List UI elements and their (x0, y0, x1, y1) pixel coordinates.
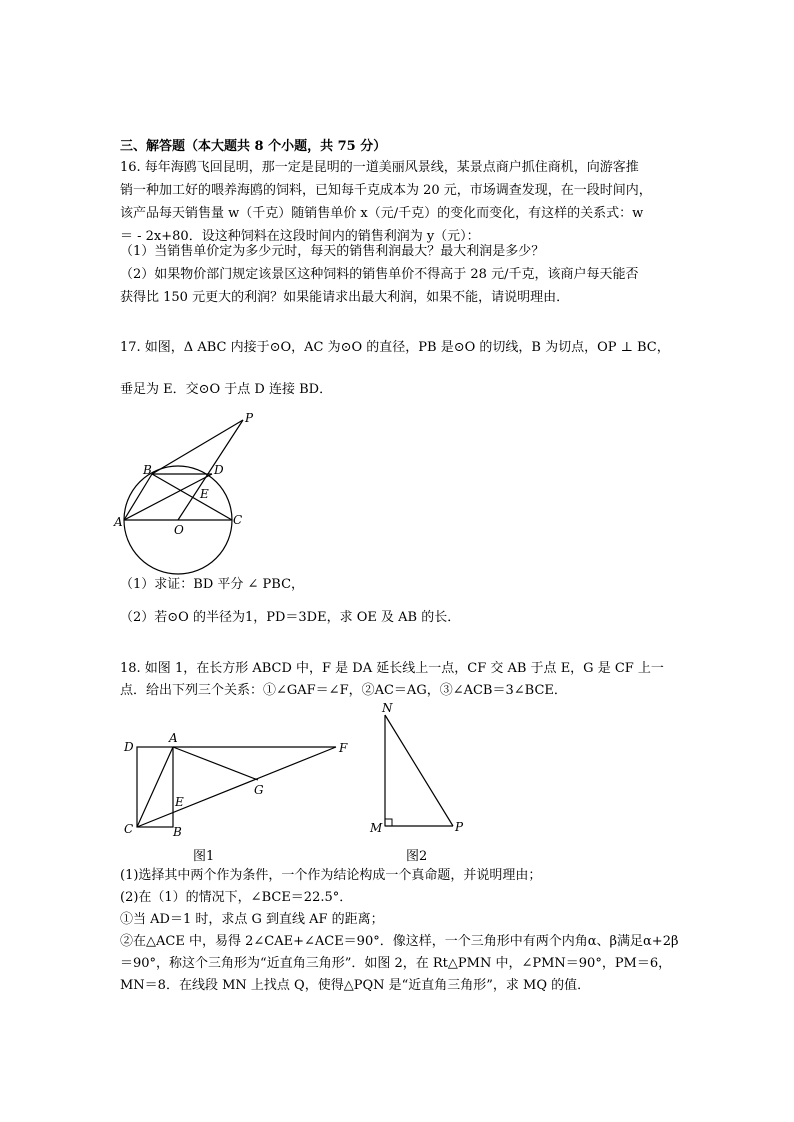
label-f: F (339, 741, 348, 755)
label-d: D (214, 463, 224, 477)
segment-op (178, 420, 243, 520)
q18-part-2-sub-1: ①当 AD＝1 时，求点 G 到直线 AF 的距离； (120, 912, 384, 927)
figure-1-rectangle (123, 731, 348, 839)
q16-part-1: （1）当销售单价定为多少元时，每天的销售利润最大？最大利润是多少？ (120, 244, 545, 259)
segment-ad (124, 474, 212, 520)
q17-line-2: 垂足为 E．交⊙O 于点 D 连接 BD． (120, 382, 333, 397)
q17-part-1: （1）求证：BD 平分 ∠ PBC， (120, 577, 305, 592)
label-b: B (143, 463, 152, 477)
q17-line-1: 17. 如图，Δ ABC 内接于⊙O，AC 为⊙O 的直径，PB 是⊙O 的切线，B 为切点，OP ⊥ BC， (120, 340, 670, 355)
q16-line-3: 该产品每天销售量 w（千克）随销售单价 x（元/千克）的变化而变化，有这样的关系式：w (120, 206, 644, 221)
segment-pb (152, 420, 243, 474)
q17-circle-figure (112, 408, 252, 578)
figure-2-right-triangle (369, 701, 464, 835)
q16-line-4: ＝ - 2x+80．设这种饲料在这段时间内的销售利润为 y（元）： (120, 229, 480, 244)
label-p: P (245, 411, 254, 425)
figure-2-caption: 图2 (406, 849, 428, 864)
q18-part-2-sub-2-cont: ＝90°，称这个三角形为“近直角三角形”．如图 2，在 Rt△PMN 中，∠PMN＝90°，PM＝6， (120, 956, 672, 971)
label-g: G (254, 783, 264, 797)
label-d: D (124, 740, 134, 754)
right-angle-mark (385, 819, 392, 826)
q17-part-2: （2）若⊙O 的半径为1，PD＝3DE，求 OE 及 AB 的长． (120, 610, 461, 625)
q16-part-2: （2）如果物价部门规定该景区这种饲料的销售单价不得高于 28 元/千克，该商户每天能否 (120, 267, 639, 282)
q18-part-1: (1)选择其中两个作为条件，一个作为结论构成一个真命题，并说明理由； (120, 868, 542, 883)
segment-np (385, 715, 453, 826)
q18-line-2: 点．给出下列三个关系：①∠GAF＝∠F，②AC＝AG，③∠ACB＝3∠BCE． (120, 683, 567, 698)
segment-bc (152, 474, 232, 520)
label-m: M (370, 821, 383, 835)
label-b: B (173, 825, 182, 839)
segment-cf (137, 747, 336, 827)
label-n: N (382, 701, 393, 715)
q18-line-1: 18. 如图 1，在长方形 ABCD 中，F 是 DA 延长线上一点，CF 交 AB 于点 E，G 是 CF 上一 (120, 661, 664, 676)
label-c: C (233, 513, 243, 527)
figure-1-caption: 图1 (193, 849, 215, 864)
label-e: E (200, 487, 209, 501)
q18-part-2-sub-2-end: MN＝8．在线段 MN 上找点 Q，使得△PQN 是“近直角三角形”，求 MQ 的值． (120, 978, 591, 993)
q16-part-2-cont: 获得比 150 元更大的利润？如果能请求出最大利润，如果不能，请说明理由． (120, 290, 570, 305)
q16-line-1: 16. 每年海鸥飞回昆明，那一定是昆明的一道美丽风景线，某景点商户抓住商机，向游客推 (120, 160, 639, 175)
label-o: O (174, 523, 184, 537)
q18-part-2: (2)在（1）的情况下，∠BCE＝22.5°． (120, 890, 353, 905)
label-a: A (169, 731, 178, 745)
label-a: A (114, 515, 123, 529)
segment-ag (173, 747, 258, 780)
q18-part-2-sub-2: ②在△ACE 中，易得 2∠CAE+∠ACE＝90°．像这样，一个三角形中有两个内角α、β满足α+2β (120, 934, 679, 949)
section-title: 三、解答题（本大题共 8 个小题，共 75 分） (120, 139, 387, 154)
label-c: C (124, 822, 134, 836)
q18-figures (118, 700, 478, 850)
label-p: P (455, 820, 464, 834)
q16-line-2: 销一种加工好的喂养海鸥的饲料，已知每千克成本为 20 元，市场调查发现，在一段时间内， (120, 183, 652, 198)
label-e: E (175, 795, 184, 809)
